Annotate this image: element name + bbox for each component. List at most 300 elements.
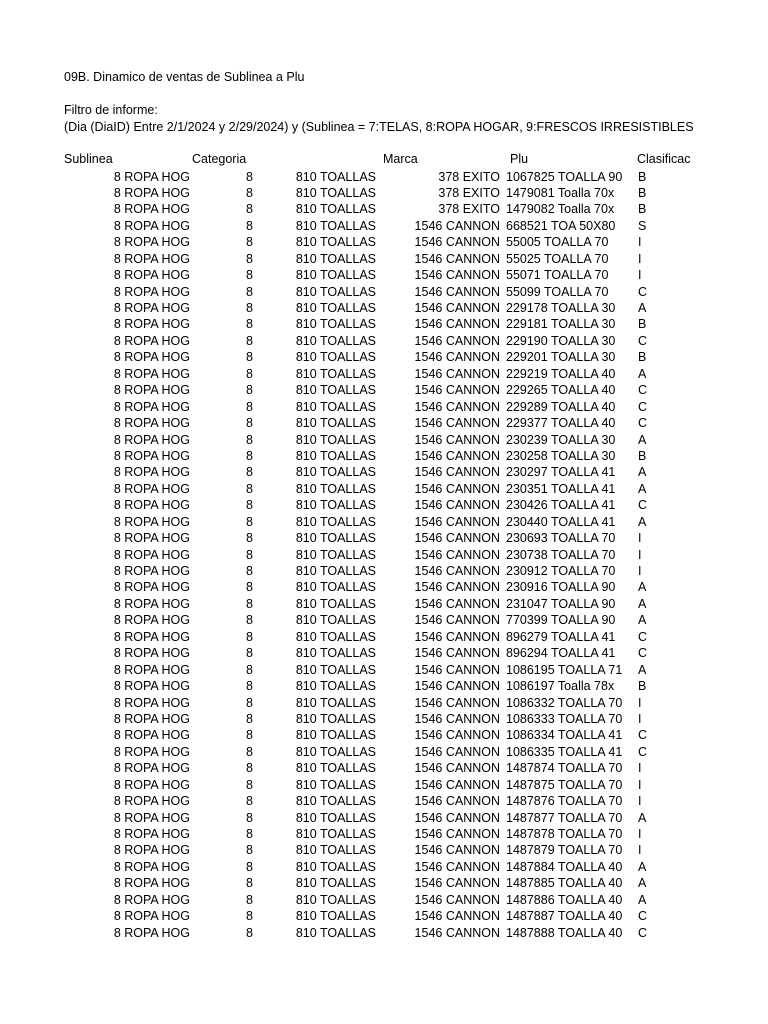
cell-marca-codigo: 810 TOALLAS	[295, 679, 376, 694]
cell-categoria: 8	[246, 202, 253, 217]
table-row	[0, 251, 768, 267]
cell-clasificac: I	[638, 711, 642, 726]
column-header-marca: Marca	[383, 152, 418, 166]
cell-clasificac: I	[638, 695, 642, 710]
cell-clasificac: C	[638, 399, 648, 414]
cell-marca-codigo: 810 TOALLAS	[295, 909, 376, 924]
cell-sublinea: 8 ROPA HOG	[113, 465, 190, 480]
cell-categoria: 8	[246, 876, 253, 891]
cell-clasificac: C	[638, 728, 648, 743]
cell-marca-codigo: 810 TOALLAS	[295, 185, 376, 200]
cell-plu: 229201 TOALLA 30	[506, 350, 616, 365]
cell-sublinea: 8 ROPA HOG	[113, 301, 190, 315]
cell-marca: 1546 CANNON	[414, 728, 500, 743]
cell-sublinea: 8 ROPA HOG	[113, 169, 190, 184]
cell-plu: 229178 TOALLA 30	[506, 301, 616, 315]
cell-plu: 1487887 TOALLA 40	[506, 909, 623, 924]
cell-plu: 229289 TOALLA 40	[506, 399, 616, 414]
cell-categoria: 8	[246, 498, 253, 513]
cell-marca-codigo: 810 TOALLAS	[295, 613, 376, 628]
cell-plu: 230258 TOALLA 30	[506, 448, 616, 463]
cell-categoria: 8	[246, 333, 253, 348]
cell-marca: 1546 CANNON	[414, 481, 500, 496]
cell-marca: 1546 CANNON	[414, 498, 500, 513]
cell-marca: 378 EXITO	[438, 202, 500, 217]
cell-plu: 1487877 TOALLA 70	[506, 810, 623, 825]
cell-clasificac: B	[638, 169, 647, 184]
cell-plu: 55025 TOALLA 70	[506, 251, 609, 266]
cell-clasificac: C	[638, 284, 648, 299]
cell-marca: 1546 CANNON	[414, 383, 500, 398]
cell-categoria: 8	[246, 317, 253, 332]
cell-marca-codigo: 810 TOALLAS	[295, 711, 376, 726]
cell-sublinea: 8 ROPA HOG	[113, 432, 190, 447]
cell-marca: 1546 CANNON	[414, 629, 500, 644]
cell-plu: 230426 TOALLA 41	[506, 498, 616, 513]
cell-marca: 1546 CANNON	[414, 679, 500, 694]
cell-categoria: 8	[246, 580, 253, 595]
cell-sublinea: 8 ROPA HOG	[113, 711, 190, 726]
cell-marca: 1546 CANNON	[414, 827, 500, 841]
cell-categoria: 8	[246, 728, 253, 743]
table-row	[0, 234, 768, 250]
table-row	[0, 711, 768, 727]
cell-marca-codigo: 810 TOALLAS	[295, 596, 376, 611]
cell-plu: 55071 TOALLA 70	[506, 268, 609, 283]
cell-marca: 1546 CANNON	[414, 794, 500, 809]
cell-marca-codigo: 810 TOALLAS	[295, 202, 376, 217]
cell-sublinea: 8 ROPA HOG	[113, 629, 190, 644]
cell-marca: 1546 CANNON	[414, 366, 500, 381]
table-row	[0, 349, 768, 365]
cell-categoria: 8	[246, 268, 253, 283]
cell-plu: 1487886 TOALLA 40	[506, 892, 623, 907]
cell-sublinea: 8 ROPA HOG	[113, 876, 190, 891]
cell-categoria: 8	[246, 366, 253, 381]
table-row	[0, 333, 768, 349]
cell-categoria: 8	[246, 218, 253, 233]
cell-sublinea: 8 ROPA HOG	[113, 498, 190, 513]
table-row	[0, 464, 768, 480]
cell-marca-codigo: 810 TOALLAS	[295, 284, 376, 299]
cell-sublinea: 8 ROPA HOG	[113, 481, 190, 496]
cell-sublinea: 8 ROPA HOG	[113, 333, 190, 348]
cell-categoria: 8	[246, 794, 253, 809]
cell-categoria: 8	[246, 481, 253, 496]
cell-sublinea: 8 ROPA HOG	[113, 514, 190, 529]
cell-plu: 1086334 TOALLA 41	[506, 728, 623, 743]
cell-marca-codigo: 810 TOALLAS	[295, 744, 376, 759]
cell-marca: 1546 CANNON	[414, 268, 500, 283]
cell-categoria: 8	[246, 432, 253, 447]
cell-categoria: 8	[246, 251, 253, 266]
cell-sublinea: 8 ROPA HOG	[113, 448, 190, 463]
cell-clasificac: A	[638, 859, 647, 874]
cell-plu: 1487874 TOALLA 70	[506, 761, 623, 776]
cell-plu: 231047 TOALLA 90	[506, 596, 616, 611]
cell-clasificac: B	[638, 679, 647, 694]
cell-sublinea: 8 ROPA HOG	[113, 399, 190, 414]
cell-marca: 1546 CANNON	[414, 843, 500, 858]
cell-plu: 230693 TOALLA 70	[506, 531, 616, 546]
cell-marca-codigo: 810 TOALLAS	[295, 646, 376, 661]
table-row	[0, 695, 768, 711]
table-row	[0, 218, 768, 234]
table-row	[0, 448, 768, 464]
cell-plu: 1487888 TOALLA 40	[506, 925, 623, 940]
cell-plu: 896294 TOALLA 41	[506, 646, 616, 661]
cell-clasificac: I	[638, 531, 642, 546]
cell-marca: 1546 CANNON	[414, 235, 500, 250]
table-header	[0, 152, 768, 168]
cell-clasificac: A	[638, 613, 647, 628]
cell-marca-codigo: 810 TOALLAS	[295, 925, 376, 940]
cell-sublinea: 8 ROPA HOG	[113, 777, 190, 792]
cell-sublinea: 8 ROPA HOG	[113, 350, 190, 365]
cell-marca-codigo: 810 TOALLAS	[295, 564, 376, 578]
cell-plu: 230351 TOALLA 41	[506, 481, 616, 496]
cell-categoria: 8	[246, 827, 253, 841]
table-row	[0, 859, 768, 875]
column-header-categoria: Categoria	[192, 152, 247, 166]
cell-categoria: 8	[246, 531, 253, 546]
cell-plu: 770399 TOALLA 90	[506, 613, 616, 628]
cell-clasificac: A	[638, 432, 647, 447]
table-row	[0, 497, 768, 513]
cell-marca: 1546 CANNON	[414, 925, 500, 940]
cell-marca-codigo: 810 TOALLAS	[295, 317, 376, 332]
cell-categoria: 8	[246, 564, 253, 578]
cell-plu: 1086335 TOALLA 41	[506, 744, 623, 759]
cell-marca: 1546 CANNON	[414, 448, 500, 463]
cell-sublinea: 8 ROPA HOG	[113, 383, 190, 398]
cell-marca: 1546 CANNON	[414, 218, 500, 233]
cell-clasificac: B	[638, 185, 647, 200]
cell-plu: 229181 TOALLA 30	[506, 317, 616, 332]
cell-sublinea: 8 ROPA HOG	[113, 564, 190, 578]
cell-sublinea: 8 ROPA HOG	[113, 827, 190, 841]
cell-categoria: 8	[246, 465, 253, 480]
report-title: 09B. Dinamico de ventas de Sublinea a Plu	[64, 70, 305, 84]
table-row	[0, 300, 768, 316]
table-row	[0, 432, 768, 448]
table-row	[0, 612, 768, 628]
cell-sublinea: 8 ROPA HOG	[113, 761, 190, 776]
cell-categoria: 8	[246, 810, 253, 825]
cell-clasificac: A	[638, 481, 647, 496]
table-row	[0, 514, 768, 530]
cell-marca: 1546 CANNON	[414, 909, 500, 924]
cell-categoria: 8	[246, 925, 253, 940]
cell-marca-codigo: 810 TOALLAS	[295, 333, 376, 348]
cell-categoria: 8	[246, 613, 253, 628]
cell-marca: 1546 CANNON	[414, 416, 500, 431]
cell-marca: 1546 CANNON	[414, 580, 500, 595]
table-row	[0, 760, 768, 776]
cell-categoria: 8	[246, 416, 253, 431]
cell-categoria: 8	[246, 284, 253, 299]
cell-sublinea: 8 ROPA HOG	[113, 416, 190, 431]
cell-sublinea: 8 ROPA HOG	[113, 268, 190, 283]
table-row	[0, 810, 768, 826]
table-row	[0, 629, 768, 645]
cell-plu: 1086197 Toalla 78x	[506, 679, 615, 694]
cell-categoria: 8	[246, 679, 253, 694]
cell-categoria: 8	[246, 547, 253, 562]
cell-marca: 378 EXITO	[438, 169, 500, 184]
cell-clasificac: A	[638, 580, 647, 595]
cell-marca-codigo: 810 TOALLAS	[295, 350, 376, 365]
cell-plu: 230297 TOALLA 41	[506, 465, 616, 480]
cell-clasificac: I	[638, 843, 642, 858]
table-row	[0, 185, 768, 201]
cell-clasificac: C	[638, 909, 648, 924]
cell-clasificac: C	[638, 744, 648, 759]
table-row	[0, 645, 768, 661]
cell-categoria: 8	[246, 843, 253, 858]
cell-marca-codigo: 810 TOALLAS	[295, 235, 376, 250]
cell-plu: 229377 TOALLA 40	[506, 416, 616, 431]
table-row	[0, 284, 768, 300]
cell-categoria: 8	[246, 596, 253, 611]
cell-marca: 1546 CANNON	[414, 350, 500, 365]
cell-plu: 1086195 TOALLA 71	[506, 662, 623, 677]
cell-marca: 1546 CANNON	[414, 646, 500, 661]
cell-categoria: 8	[246, 761, 253, 776]
cell-marca: 1546 CANNON	[414, 859, 500, 874]
cell-clasificac: A	[638, 514, 647, 529]
cell-sublinea: 8 ROPA HOG	[113, 202, 190, 217]
cell-clasificac: B	[638, 317, 647, 332]
cell-sublinea: 8 ROPA HOG	[113, 892, 190, 907]
cell-marca: 1546 CANNON	[414, 465, 500, 480]
cell-marca: 1546 CANNON	[414, 613, 500, 628]
table-row	[0, 596, 768, 612]
table-row	[0, 563, 768, 579]
table-row	[0, 826, 768, 842]
data-table-body	[0, 169, 768, 942]
cell-marca: 1546 CANNON	[414, 744, 500, 759]
table-row	[0, 366, 768, 382]
cell-plu: 1086332 TOALLA 70	[506, 695, 623, 710]
cell-marca-codigo: 810 TOALLAS	[295, 416, 376, 431]
cell-clasificac: S	[638, 218, 647, 233]
cell-categoria: 8	[246, 399, 253, 414]
cell-plu: 1487885 TOALLA 40	[506, 876, 623, 891]
table-row	[0, 793, 768, 809]
cell-categoria: 8	[246, 909, 253, 924]
cell-marca: 1546 CANNON	[414, 432, 500, 447]
cell-sublinea: 8 ROPA HOG	[113, 366, 190, 381]
cell-marca-codigo: 810 TOALLAS	[295, 810, 376, 825]
column-header-plu: Plu	[510, 152, 529, 166]
cell-clasificac: I	[638, 235, 642, 250]
column-header-clasificac: Clasificac	[637, 152, 691, 166]
cell-clasificac: I	[638, 794, 642, 809]
cell-marca-codigo: 810 TOALLAS	[295, 498, 376, 513]
filter-label: Filtro de informe:	[64, 103, 158, 117]
cell-sublinea: 8 ROPA HOG	[113, 728, 190, 743]
cell-marca-codigo: 810 TOALLAS	[295, 892, 376, 907]
table-row	[0, 892, 768, 908]
table-row	[0, 169, 768, 185]
cell-marca: 1546 CANNON	[414, 761, 500, 776]
cell-marca-codigo: 810 TOALLAS	[295, 448, 376, 463]
cell-clasificac: A	[638, 876, 647, 891]
cell-marca: 1546 CANNON	[414, 810, 500, 825]
cell-plu: 55099 TOALLA 70	[506, 284, 609, 299]
cell-categoria: 8	[246, 646, 253, 661]
cell-clasificac: C	[638, 383, 648, 398]
table-row	[0, 579, 768, 595]
table-row	[0, 777, 768, 793]
cell-marca: 1546 CANNON	[414, 284, 500, 299]
cell-clasificac: C	[638, 416, 648, 431]
cell-sublinea: 8 ROPA HOG	[113, 235, 190, 250]
table-row	[0, 382, 768, 398]
cell-plu: 1487884 TOALLA 40	[506, 859, 623, 874]
cell-clasificac: I	[638, 547, 642, 562]
cell-clasificac: B	[638, 202, 647, 217]
cell-clasificac: A	[638, 366, 647, 381]
table-row	[0, 727, 768, 743]
cell-marca-codigo: 810 TOALLAS	[295, 531, 376, 546]
cell-sublinea: 8 ROPA HOG	[113, 859, 190, 874]
cell-sublinea: 8 ROPA HOG	[113, 744, 190, 759]
cell-categoria: 8	[246, 662, 253, 677]
cell-marca: 1546 CANNON	[414, 301, 500, 315]
cell-sublinea: 8 ROPA HOG	[113, 251, 190, 266]
cell-categoria: 8	[246, 859, 253, 874]
cell-clasificac: A	[638, 892, 647, 907]
cell-categoria: 8	[246, 185, 253, 200]
cell-plu: 1479082 Toalla 70x	[506, 202, 615, 217]
cell-marca-codigo: 810 TOALLAS	[295, 251, 376, 266]
cell-sublinea: 8 ROPA HOG	[113, 925, 190, 940]
cell-marca-codigo: 810 TOALLAS	[295, 301, 376, 315]
cell-clasificac: I	[638, 761, 642, 776]
table-row	[0, 662, 768, 678]
cell-marca-codigo: 810 TOALLAS	[295, 432, 376, 447]
cell-marca-codigo: 810 TOALLAS	[295, 662, 376, 677]
table-row	[0, 842, 768, 858]
cell-sublinea: 8 ROPA HOG	[113, 185, 190, 200]
cell-sublinea: 8 ROPA HOG	[113, 843, 190, 858]
cell-sublinea: 8 ROPA HOG	[113, 284, 190, 299]
cell-categoria: 8	[246, 514, 253, 529]
cell-clasificac: B	[638, 350, 647, 365]
cell-sublinea: 8 ROPA HOG	[113, 596, 190, 611]
cell-clasificac: C	[638, 646, 648, 661]
cell-marca-codigo: 810 TOALLAS	[295, 218, 376, 233]
cell-marca-codigo: 810 TOALLAS	[295, 465, 376, 480]
cell-clasificac: I	[638, 251, 642, 266]
cell-sublinea: 8 ROPA HOG	[113, 909, 190, 924]
cell-clasificac: C	[638, 333, 648, 348]
cell-marca: 1546 CANNON	[414, 514, 500, 529]
cell-marca-codigo: 810 TOALLAS	[295, 859, 376, 874]
cell-marca-codigo: 810 TOALLAS	[295, 843, 376, 858]
cell-plu: 230916 TOALLA 90	[506, 580, 616, 595]
cell-marca-codigo: 810 TOALLAS	[295, 547, 376, 562]
cell-marca: 1546 CANNON	[414, 892, 500, 907]
cell-sublinea: 8 ROPA HOG	[113, 580, 190, 595]
cell-sublinea: 8 ROPA HOG	[113, 218, 190, 233]
table-row	[0, 744, 768, 760]
cell-categoria: 8	[246, 301, 253, 315]
cell-clasificac: B	[638, 448, 647, 463]
column-header-sublinea: Sublinea	[64, 152, 113, 166]
cell-clasificac: A	[638, 596, 647, 611]
table-row	[0, 267, 768, 283]
cell-sublinea: 8 ROPA HOG	[113, 317, 190, 332]
cell-clasificac: C	[638, 925, 648, 940]
cell-plu: 230239 TOALLA 30	[506, 432, 616, 447]
cell-marca-codigo: 810 TOALLAS	[295, 481, 376, 496]
cell-plu: 229265 TOALLA 40	[506, 383, 616, 398]
cell-marca: 1546 CANNON	[414, 596, 500, 611]
cell-clasificac: I	[638, 827, 642, 841]
table-row	[0, 530, 768, 546]
filter-description: (Dia (DiaID) Entre 2/1/2024 y 2/29/2024) y (Sublinea = 7:TELAS, 8:ROPA HOGAR, 9:FRESCOS IRRESISTIBLES	[64, 120, 694, 134]
cell-sublinea: 8 ROPA HOG	[113, 695, 190, 710]
cell-plu: 230440 TOALLA 41	[506, 514, 616, 529]
cell-clasificac: A	[638, 810, 647, 825]
cell-marca: 378 EXITO	[438, 185, 500, 200]
table-row	[0, 875, 768, 891]
cell-categoria: 8	[246, 892, 253, 907]
cell-marca: 1546 CANNON	[414, 317, 500, 332]
cell-marca-codigo: 810 TOALLAS	[295, 827, 376, 841]
table-row	[0, 481, 768, 497]
cell-marca-codigo: 810 TOALLAS	[295, 169, 376, 184]
cell-sublinea: 8 ROPA HOG	[113, 810, 190, 825]
cell-marca-codigo: 810 TOALLAS	[295, 514, 376, 529]
cell-sublinea: 8 ROPA HOG	[113, 679, 190, 694]
cell-marca: 1546 CANNON	[414, 777, 500, 792]
cell-plu: 1487875 TOALLA 70	[506, 777, 623, 792]
table-row	[0, 316, 768, 332]
cell-plu: 229219 TOALLA 40	[506, 366, 616, 381]
table-row	[0, 201, 768, 217]
cell-plu: 1487879 TOALLA 70	[506, 843, 623, 858]
cell-marca-codigo: 810 TOALLAS	[295, 580, 376, 595]
cell-clasificac: I	[638, 268, 642, 283]
cell-plu: 229190 TOALLA 30	[506, 333, 616, 348]
cell-marca: 1546 CANNON	[414, 564, 500, 578]
cell-categoria: 8	[246, 777, 253, 792]
cell-categoria: 8	[246, 448, 253, 463]
cell-marca-codigo: 810 TOALLAS	[295, 777, 376, 792]
cell-clasificac: C	[638, 498, 648, 513]
cell-marca-codigo: 810 TOALLAS	[295, 876, 376, 891]
cell-categoria: 8	[246, 235, 253, 250]
cell-marca: 1546 CANNON	[414, 876, 500, 891]
cell-sublinea: 8 ROPA HOG	[113, 646, 190, 661]
cell-clasificac: C	[638, 629, 648, 644]
cell-plu: 1067825 TOALLA 90	[506, 169, 623, 184]
cell-clasificac: A	[638, 301, 647, 315]
cell-plu: 230912 TOALLA 70	[506, 564, 616, 578]
cell-clasificac: I	[638, 777, 642, 792]
cell-plu: 668521 TOA 50X80	[506, 218, 616, 233]
table-row	[0, 547, 768, 563]
table-row	[0, 399, 768, 415]
cell-marca-codigo: 810 TOALLAS	[295, 366, 376, 381]
cell-categoria: 8	[246, 383, 253, 398]
cell-sublinea: 8 ROPA HOG	[113, 613, 190, 628]
cell-marca: 1546 CANNON	[414, 695, 500, 710]
